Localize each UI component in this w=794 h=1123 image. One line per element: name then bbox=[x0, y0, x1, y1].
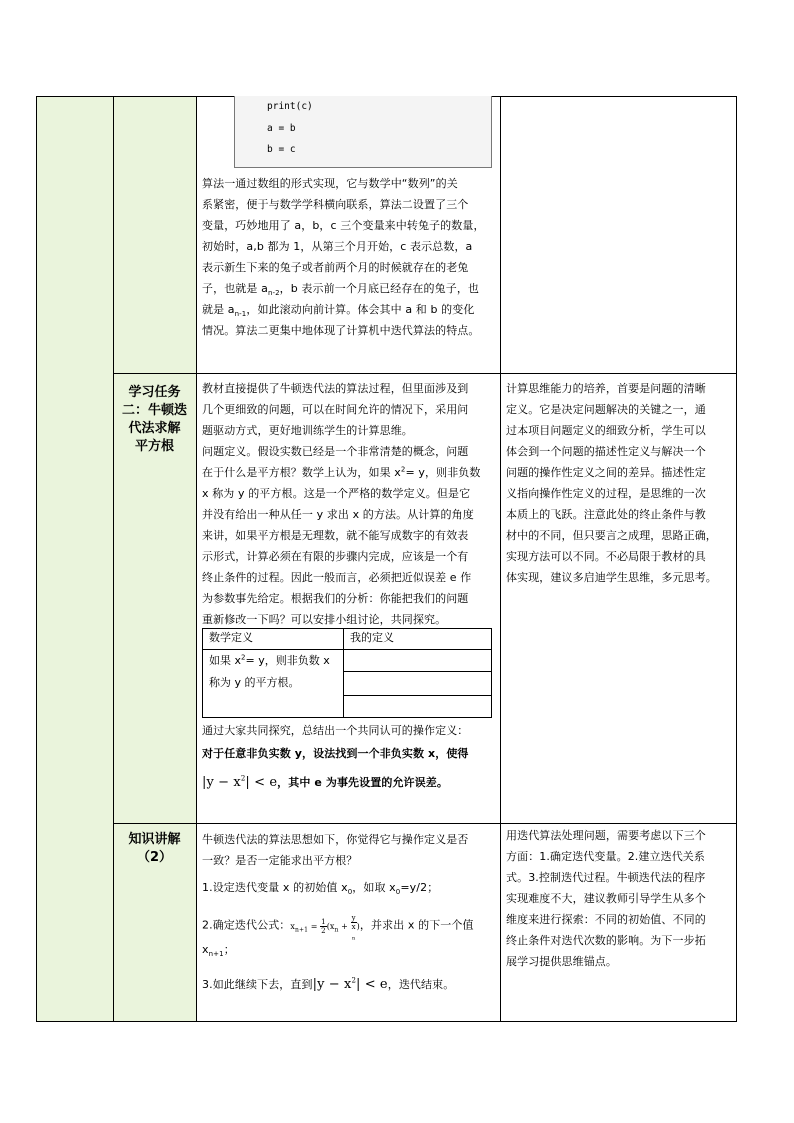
row3-step-2-a: 2.确定迭代公式： bbox=[202, 918, 291, 932]
row2-body bbox=[202, 378, 498, 630]
row3-line-2: 一致？是否一定能求出平方根？ bbox=[202, 854, 358, 867]
formula-y-num: y bbox=[351, 914, 356, 922]
row3-step-3-math-sup: 2 bbox=[351, 976, 356, 985]
row3-step-3-math bbox=[313, 977, 388, 992]
row3-step-3-math-a: |y − x bbox=[312, 977, 352, 992]
definition-table-body-1b: = y，则非负数 x bbox=[245, 654, 330, 667]
row2-title-line-2: 二：牛顿迭 bbox=[121, 403, 187, 418]
definition-table-body-line-1 bbox=[209, 650, 337, 672]
row3-step-2-b: ，并求出 x 的下一个值 bbox=[359, 918, 474, 932]
row2-note-5: 问题的操作性定义之间的差异。描述性定 bbox=[506, 466, 706, 479]
definition-table-input-1[interactable] bbox=[344, 650, 492, 672]
row2-title-line-3: 代法求解 bbox=[128, 421, 181, 436]
row2-def-6: 示形式，计算必须在有限的步骤内完成，应该是一个有 bbox=[202, 550, 469, 563]
row2-bold-line: 对于任意非负实数 y，设法找到一个非负实数 x，使得 bbox=[202, 747, 469, 760]
table-border-right bbox=[736, 96, 737, 1022]
row2-def-3: x 称为 y 的平方根。这是一个严格的数学定义。但是它 bbox=[202, 487, 471, 500]
row3-body bbox=[202, 829, 498, 995]
row2-def-2 bbox=[202, 462, 498, 483]
formula-plus: + bbox=[338, 921, 351, 931]
row2-def-9: 重新修改一下吗？可以安排小组讨论，共同探究。 bbox=[202, 613, 447, 626]
row2-def-1: 问题定义。假设实数已经是一个非常清楚的概念，问题 bbox=[202, 445, 469, 458]
row1-line-6-b: ，b 表示前一个月底已经存在的兔子，也 bbox=[279, 282, 480, 295]
formula-half-num: 1 bbox=[321, 918, 326, 926]
definition-table-body-line-2: 称为 y 的平方根。 bbox=[209, 676, 300, 689]
row3-step-3-a: 3.如此继续下去，直到 bbox=[202, 978, 313, 991]
row2-note-8: 材中的不同，但只要言之成理，思路正确， bbox=[506, 529, 717, 542]
formula-eq: = bbox=[308, 921, 321, 931]
definition-table-head-right: 我的定义 bbox=[344, 629, 492, 650]
row1-line-1: 算法一通过数组的形式实现，它与数学中“数列”的关 bbox=[202, 177, 458, 190]
row3-step-2-c: x bbox=[202, 943, 209, 956]
row3-note-7: 展学习提供思维锚点。 bbox=[506, 955, 617, 968]
row1-line-7-sub: n-1 bbox=[234, 310, 247, 319]
row2-inequality-a: |y − x bbox=[202, 775, 241, 790]
formula-paren-sub: n bbox=[334, 926, 339, 934]
row3-step-3-math-tail: | < e bbox=[356, 977, 388, 992]
row2-notes bbox=[506, 378, 734, 588]
row2-def-2-b: = y，则非负数 bbox=[405, 466, 481, 479]
row2-def-2-sup: 2 bbox=[400, 465, 406, 474]
formula-paren-a: (x bbox=[326, 921, 335, 931]
row1-line-7 bbox=[202, 299, 498, 320]
row3-note-3: 式。3.控制迭代过程。牛顿迭代法的程序 bbox=[506, 871, 706, 884]
row3-step-1 bbox=[202, 877, 498, 898]
row3-notes bbox=[506, 825, 734, 972]
row2-note-7: 本质上的飞跃。注意此处的终止条件与教 bbox=[506, 508, 706, 521]
row3-step-2-cont bbox=[202, 939, 498, 960]
row2-intro-2: 几个更细致的问题，可以在时间允许的情况下，采用问 bbox=[202, 403, 469, 416]
row2-note-2: 定义。它是决定问题解决的关键之一，通 bbox=[506, 403, 706, 416]
row1-line-4: 初始时，a,b 都为 1，从第三个月开始，c 表示总数，a bbox=[202, 240, 473, 253]
row2-inequality bbox=[202, 775, 277, 790]
row3-note-5: 维度来进行探索：不同的初始值、不同的 bbox=[506, 913, 706, 926]
row2-conclusion-line: 通过大家共同探究，总结出一个共同认可的操作定义： bbox=[202, 724, 469, 737]
row2-inequality-line bbox=[202, 772, 498, 793]
code-block bbox=[234, 96, 492, 168]
row2-note-1: 计算思维能力的培养，首要是问题的清晰 bbox=[506, 382, 706, 395]
row2-note-3: 过本项目问题定义的细致分析，学生可以 bbox=[506, 424, 706, 437]
row-divider-2 bbox=[113, 823, 737, 824]
row3-step-1-a: 1.设定迭代变量 x 的初始值 x bbox=[202, 881, 348, 894]
row1-line-8: 情况。算法二更集中地体现了计算机中迭代算法的特点。 bbox=[202, 324, 480, 337]
row3-note-1: 用迭代算法处理问题，需要考虑以下三个 bbox=[506, 829, 706, 842]
row3-step-2-d: ； bbox=[223, 943, 235, 956]
formula-lhs: x bbox=[290, 921, 296, 931]
definition-table bbox=[202, 628, 492, 718]
row1-line-7-b: ，如此滚动向前计算。体会其中 a 和 b 的变化 bbox=[246, 303, 475, 316]
code-line-3: b = c bbox=[267, 144, 296, 155]
row2-conclusion bbox=[202, 720, 498, 793]
row3-step-1-b: ，如取 x bbox=[352, 881, 396, 894]
row3-step-1-sub2: 0 bbox=[395, 888, 401, 897]
row2-def-8: 为参数事先给定。根据我们的分析：你能把我们的问题 bbox=[202, 592, 469, 605]
row2-intro-1: 教材直接提供了牛顿迭代法的算法过程，但里面涉及到 bbox=[202, 382, 469, 395]
row3-note-6: 终止条件对迭代次数的影响。为下一步拓 bbox=[506, 934, 706, 947]
column-divider-3 bbox=[500, 96, 501, 1022]
definition-table-body-1a: 如果 x bbox=[209, 654, 242, 667]
row1-line-6-sub: n-2 bbox=[267, 289, 280, 298]
row1-line-3: 变量，巧妙地用了 a，b，c 三个变量来中转兔子的数量， bbox=[202, 219, 485, 232]
formula-y-den-x: x bbox=[351, 923, 356, 931]
definition-table-input-2[interactable] bbox=[344, 672, 492, 696]
row3-step-2-c-sub: n+1 bbox=[208, 950, 224, 959]
row3-line-1: 牛顿迭代法的算法思想如下，你觉得它与操作定义是否 bbox=[202, 833, 469, 846]
definition-table-body-sup: 2 bbox=[241, 653, 246, 662]
row2-inequality-tail: | < e bbox=[245, 775, 278, 790]
row3-step-1-sub: 0 bbox=[347, 888, 353, 897]
row3-step-3 bbox=[202, 974, 498, 995]
row3-title-line-1: 知识讲解 bbox=[128, 832, 181, 847]
row2-def-7: 终止条件的过程。因此一般而言，必须把近似误差 e 作 bbox=[202, 571, 472, 584]
row1-line-6 bbox=[202, 278, 498, 299]
code-line-2: a = b bbox=[267, 123, 296, 134]
formula-lhs-sub: n+1 bbox=[295, 926, 309, 934]
definition-table-input-3[interactable] bbox=[344, 696, 492, 718]
definition-table-head-left: 数学定义 bbox=[203, 629, 344, 650]
row1-line-7-a: 就是 a bbox=[202, 303, 235, 316]
row2-inequality-sup: 2 bbox=[240, 774, 246, 783]
table-border-bottom bbox=[36, 1021, 737, 1022]
formula-y-den-sub: n bbox=[351, 935, 356, 942]
row2-def-2-a: 在于什么是平方根？数学上认为，如果 x bbox=[202, 466, 401, 479]
left-column-bg bbox=[36, 96, 113, 1022]
column-divider-2 bbox=[196, 96, 197, 1022]
row1-line-2: 系紧密，便于与数学学科横向联系，算法二设置了三个 bbox=[202, 198, 469, 211]
row2-note-9: 实现方法可以不同。不必局限于教材的具 bbox=[506, 550, 706, 563]
row1-line-5: 表示新生下来的兔子或者前两个月的时候就存在的老兔 bbox=[202, 261, 469, 274]
row2-note-10: 体实现，建议多启迪学生思维，多元思考。 bbox=[506, 571, 717, 584]
row3-title-line-2: （2） bbox=[136, 850, 173, 865]
table-border-left bbox=[36, 96, 37, 1022]
code-line-1: print(c) bbox=[267, 101, 313, 112]
row2-def-4: 并没有给出一种从任一 y 求出 x 的方法。从计算的角度 bbox=[202, 508, 474, 521]
row3-note-2: 方面：1.确定迭代变量。2.建立迭代关系 bbox=[506, 850, 705, 863]
row3-step-2 bbox=[202, 914, 498, 942]
definition-table-body-left bbox=[203, 650, 344, 718]
row2-intro-3: 题驱动方式，更好地训练学生的计算思维。 bbox=[202, 424, 413, 437]
formula-close: ) bbox=[356, 921, 360, 931]
column-divider-1 bbox=[113, 96, 114, 1022]
row1-explanation bbox=[202, 173, 498, 341]
title-column-bg bbox=[113, 96, 196, 1022]
row-divider-1 bbox=[113, 373, 737, 374]
row2-def-5: 来讲，如果平方根是无理数，就不能写成数字的有效表 bbox=[202, 529, 469, 542]
row2-bold-tail: ，其中 e 为事先设置的允许误差。 bbox=[277, 776, 448, 789]
formula-half-den: 2 bbox=[321, 927, 326, 935]
row2-note-6: 义指向操作性定义的过程，是思维的一次 bbox=[506, 487, 706, 500]
row2-title-line-4: 平方根 bbox=[134, 439, 174, 454]
row3-step-3-b: ，迭代结束。 bbox=[387, 978, 455, 991]
row2-note-4: 体会到一个问题的描述性定义与解决一个 bbox=[506, 445, 706, 458]
newton-formula bbox=[290, 914, 360, 942]
row3-note-4: 实现难度不大，建议教师引导学生从多个 bbox=[506, 892, 706, 905]
row3-title bbox=[113, 831, 196, 867]
row2-title bbox=[113, 384, 196, 456]
row1-line-6-a: 子，也就是 a bbox=[202, 282, 268, 295]
row2-title-line-1: 学习任务 bbox=[128, 385, 181, 400]
row3-step-1-c: =y/2； bbox=[400, 881, 439, 894]
